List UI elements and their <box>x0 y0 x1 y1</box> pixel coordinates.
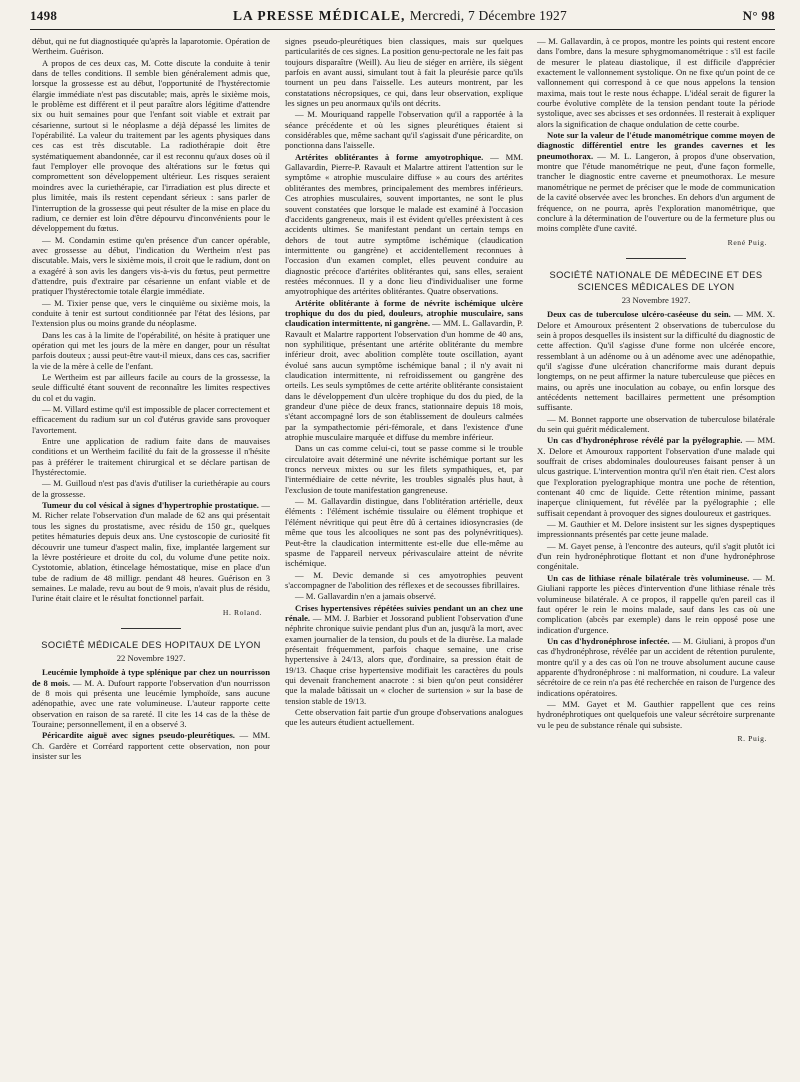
society-heading: SOCIÉTÉ NATIONALE DE MÉDECINE ET DES SCIENCES MÉDICALES DE LYON <box>549 269 763 292</box>
paragraph: — MM. Gayet et M. Gauthier rappellent que ces reins hydronéphrotiques ont quelquefois une valeur sécrétoire surprenante vu le peu de substance rénale qui subsiste. <box>537 698 775 730</box>
article-body: — MM. X. Delore et Amouroux rapportent l'observation d'une malade qui souffrait de crises abdominales douloureuses faisant penser à un ulcus gastrique. L'intervention montra qu'il n'en était rien. C'est alors que l'exploration pyelographique montra une poche de rétention, contenant 40 cmc de liquide. Cette rétention minime, passant inaperçue cliniquement, fut révélée par la pyélographie ; elle suffisait cependant à provoquer des signes douloureux et gastriques. <box>537 435 775 518</box>
paragraph: — M. Gallavardin n'en a jamais observé. <box>295 591 436 602</box>
column-1 <box>32 36 270 1076</box>
article <box>537 130 775 233</box>
article-title: Péricardite aiguë avec signes pseudo-pleurétiques. <box>42 730 235 741</box>
article-body: — MM. X. Delore et Amouroux présentent 2 observations de tuberculose du sein à propos desquelles ils insistent sur la difficulté du diagnostic de cette affection. Qu'il s'agisse d'une forme non ulcérée encore, ressemblant à un adénome ou à un adénome avec une adénopathie, qu'il s'agisse d'une ulcération chancriforme mais durant depuis longtemps, on ne peut affirmer la nature tuberculeuse que pièces en mains, ou après une inoculation au cobaye, ou enfin lorsque des antécédents nettement bacillaires permettent une présomption suffisante. <box>537 309 775 413</box>
article-body: — M. L. Langeron, à propos d'une observation, montre que l'étude manométrique ne peut, d'une façon formelle, trancher le diagnostic entre caverne et pneumothorax. Le mesure manométrique ne permet de préciser que le mode de communication de la cavité observée avec les bronches. En dehors d'un argument de fréquence, on ne pourra, après l'exploration manométrique, que conclure à la détermination de l'ouverture ou de la fermeture plus ou moins complète d'une cavité. <box>537 150 775 234</box>
article <box>537 573 775 635</box>
paragraph: — M. Gallavardin, à ce propos, montre les points qui restent encore dans l'ombre, dans la mesure sphygmomanométrique : s'il est facile de mesurer le plateau diastolique, il est difficile d'apprécier exactement le vallonnement systolique. On ne fixe qu'un point de ce vallonnement qui correspond à ce que nous appelons la tension maxima, mais tout le reste nous échappe. L'idéal serait de figurer la courbe évolutive complète de la tension pendant toute la période systolique, avec ses abcisses et ses ordonnées. Il resterait à expliquer alors la signification de chaque ondulation de cette courbe. <box>537 36 775 129</box>
article-body: — M. Giuliani, à propos d'un cas d'hydronéphrose, révélée par un accident de rétention purulente, montre qu'il y a des cas où l'on ne trouve absolument aucune cause apparente d'hydronéphrose : ni malformation, ni coudure. La valeur sécrétoire de ce rein n'a pas été recherchée en raison de l'urgence des indications opératoires. <box>537 635 775 698</box>
issue-date: Mercredi, 7 Décembre 1927 <box>409 8 567 23</box>
paragraph: — M. Mouriquand rappelle l'observation qu'il a rapportée à la séance précédente et où les signes pleurétiques étaient si considérables que, même sachant qu'il s'agissait d'une péricardite, on ponctionna dans l'aisselle. <box>285 109 523 151</box>
article-body: — M. Giuliani rapporte les pièces d'intervention d'une lithiase rénale très volumineuse bilatérale. A ce propos, il rappelle qu'en pareil cas il faut opérer le rein le moins malade, sauf dans les cas où une complication (abcès par exemple) dans le rein opposé pose une indication d'urgence. <box>537 572 775 635</box>
paragraph: — M. Gayet pense, à l'encontre des auteurs, qu'il s'agit plutôt ici d'un rein hydronéphrotique flottant et non d'une hydronéphrose congénitale. <box>537 540 775 572</box>
article-title: Leucémie lymphoïde à type splénique par chez un nourrisson de 8 mois. <box>32 667 270 688</box>
article-title: Artérite oblitérante à forme de névrite ischémique ulcère trophique du dos du pied, douleurs, atrophie musculaire, sans claudication intermittente, ni gangrène. <box>285 297 523 329</box>
article <box>285 152 523 297</box>
article <box>285 603 523 706</box>
article-title: Deux cas de tuberculose ulcéro-caséeuse du sein. <box>547 309 731 320</box>
article-body: — MM. L. Gallavardin, P. Ravault et Malartre rapportent l'observation d'un homme de 40 ans, non syphilitique, présentant une artérite oblitérante du membre inférieur droit, avec abolition complète toute oscillation, ayant évolué sans aucun symptôme ischémique banal ; il n'y avait ni claudication intermittente, ni refroidissement ou gangrène des orteils. Les seuls symptômes de cette artérite oblitérante consistaient dans le développement d'un ulcère trophique du dos du pied, de la grandeur d'une pièce de deux francs, stationnaire depuis 18 mois, s'étant accompagné lors de son établissement de douleurs calmées par la sympathectomie péri-fémorale, et dans l'existence d'une atrophie musculaire marquée et diffuse du membre inférieur. <box>285 318 523 443</box>
paragraph: Le Wertheim est par ailleurs facile au cours de la grossesse, la seule difficulté étant souvent de reconnaître les limites respectives du col et du vagin. <box>32 372 270 403</box>
journal-title <box>233 8 567 24</box>
society-date: 22 Novembre 1927. <box>116 652 186 663</box>
article <box>537 309 775 412</box>
separator <box>121 628 181 629</box>
paragraph: — M. Gauthier et M. Delore insistent sur les signes dyspeptiques impressionnants présentés par cette jeune malade. <box>537 519 775 540</box>
paragraph: Cette observation fait partie d'un groupe d'observations analogues que les auteurs étudient actuellement. <box>285 707 523 728</box>
signature: R. Puig. <box>737 733 767 743</box>
running-header <box>30 4 775 28</box>
article-title: Crises hypertensives répétées suivies pendant un an chez une rénale. <box>285 602 523 623</box>
society-heading: SOCIÉTÉ MÉDICALE DES HOPITAUX DE LYON <box>41 639 261 650</box>
separator <box>626 258 686 259</box>
signature: René Puig. <box>727 237 767 247</box>
header-rule <box>30 29 775 30</box>
article-body: — MM. Ch. Gardère et Corréard rapportent cette observation, non pour insister sur les <box>32 730 270 761</box>
article-title: Note sur la valeur de l'étude manométrique comme moyen de diagnostic différentiel entre les grandes cavernes et les pneumothorax. <box>537 130 775 161</box>
paragraph: — M. Guilloud n'est pas d'avis d'utiliser la curiethérapie au cours de la grossesse. <box>32 478 270 499</box>
article-title: Artérites oblitérantes à forme amyotrophique. <box>295 151 484 162</box>
article-body: — MM. Gallavardin, Pierre-P. Ravault et Malartre attirent l'attention sur le symptôme « atrophie musculaire diffuse » au cours des artérites oblitérantes des membres, principalement des membres inférieurs. Ces atrophies musculaires, souvent importantes, ne sont le plus souvent constatées que lorsque le malade est examiné à l'occasion d'accidents gangreneux, mais il est évident qu'elles préexistent à ces accidents ultimes. Se manifestant pendant un certain temps en dehors de tout autre symptôme ischémique (claudication intermittente ou gangrène) et accidentellement reconnues à l'occasion d'un examen complet, elles peuvent conduire au diagnostic précoce d'artérites oblitérantes qui, sans elles, seraient restées méconnues. Il y a donc lieu d'individualiser une forme amyotrophique des artérites oblitérantes. Quatre observations. <box>285 151 523 297</box>
journal-name: LA PRESSE MÉDICALE, <box>232 8 406 23</box>
article-title: Un cas de lithiase rénale bilatérale très volumineuse. <box>547 572 750 583</box>
column-3 <box>537 36 775 1076</box>
signature: H. Roland. <box>222 607 262 617</box>
article-body: — MM. J. Barbier et Jossorand publient l'observation d'une néphrite chronique suivie pendant plus d'un an, jusqu'à la mort, avec examen journalier de la tension, du pouls et de la diurèse. La malade présentait fréquemment, parfois chaque semaine, une crise hypertensive à 24/13, alors que, d'ordinaire, sa pression était de 19/13. Chaque crise hypertensive modifiait les caractères du pouls qui devenait franchement anacrote : si bien qu'on peut considérer que la malade bâtissait un « clocher de surtension » sur la base de tension stable de 19/13. <box>285 612 523 706</box>
society-date: 23 Novembre 1927. <box>621 294 691 305</box>
issue-number: N° 98 <box>742 8 775 23</box>
paragraph: Entre une application de radium faite dans de mauvaises conditions et un Wertheim facilité du fait de la grossesse il n'hésite pas à préférer le traitement chirurgical et se déclare partisan de l'hystérectomie. <box>32 436 270 478</box>
paragraph: — M. Tixier pense que, vers le cinquième ou sixième mois, la conduite à tenir est surtout conditionnée par l'état des lésions, par l'extension plus ou moins grande du néoplasme. <box>32 297 270 329</box>
paragraph: A propos de ces deux cas, M. Cotte discute la conduite à tenir dans de telles conditions. Il semble bien généralement admis que, lorsque la grossesse est au début, l'opportunité de l'hystérectomie élargie immédiate n'est pas discutable; mais, après le sixième mois, le problème est différent et il peut paraître alors légitime d'attendre six ou huit semaines pour que l'enfant soit viable et extrait par césarienne, surtout si le néoplasme a déjà dépassé les limites de l'opérabilité. La valeur du traitement par les agents physiques dans ces cas est très discutable. La radiothérapie doit être systématiquement abandonnée, car il est reconnu qu'aux doses où il faut l'employer elle provoque des altérations sur le fœtus qui compromettent son développement ultérieur. Les risques seraient moindres avec la curiethérapie, car l'irradiation est plus directe et plus limitée, mais ils restent cependant sérieux : sans parler de l'interruption de la grossesse qui peut résulter de la mise en place du radium, ce dernier est loin d'être dépourvu d'inconvénients pour le développement du fœtus. <box>32 57 270 234</box>
paragraph: — M. Villard estime qu'il est impossible de placer correctement et efficacement du radium sur un col d'utérus gravide sans provoquer l'avortement. <box>32 404 270 435</box>
article-body: — M. Richer relate l'observation d'un malade de 62 ans qui présentait tous les signes du prostatisme, avec résidu de 150 gr., quelques petites hématuries depuis deux ans. Une cystoscopie de curiosité fit découvrir une tumeur d'aspect malin, fixe, implantée largement sur la lèvre postérieure et droite du col, du volume d'une petite noix. Cystotomie, ablation, étincelage hémostatique, mise en place d'un tube de radium de 48 milligr. pendant 48 heures. Guérison en 3 semaines. Le malade, revu au bout de 9 mois, n'avait plus de résidu, l'urine était claire et le résultat fonctionnel parfait. <box>32 500 270 604</box>
paragraph: — M. Gallavardin distingue, dans l'oblitération artérielle, deux éléments : l'élément ischémie tissulaire ou élément trophique et l'élément névritique qui peut être dû à certaines idiosyncrasies (de même que tous les alcooliques ne sont pas des polynévritiques). Peut-être la claudication intermittente est-elle due elle-même au spasme de l'appareil nerveux périvasculaire atteint de névrite ischémique. <box>285 496 523 569</box>
column-2 <box>285 36 523 1076</box>
article-title: Tumeur du col vésical à signes d'hypertrophie prostatique. <box>42 500 259 511</box>
article <box>537 636 775 698</box>
paragraph: — M. Condamin estime qu'en présence d'un cancer opérable, avec grossesse au début, l'indication du Wertheim n'est pas discutable. Mais, vers le sixième mois, il croit que le radium, dont on a exagéré à son avis les dangers vis-à-vis du fœtus, peut permettre d'attendre, puis d'extraire par césarienne un enfant viable et de pratiquer l'hystérectomie totale élargie immédiate. <box>32 234 270 297</box>
paragraph: — M. Devic demande si ces amyotrophies peuvent s'accompagner de l'abolition des réflexes et de secousses fibrillaires. <box>285 569 523 590</box>
article <box>32 667 270 729</box>
article <box>537 435 775 518</box>
paragraph: début, qui ne fut diagnostiquée qu'après la laparotomie. Opération de Wertheim. Guérison. <box>32 36 270 57</box>
article-title: Un cas d'hydronéphrose infectée. <box>547 635 670 646</box>
article-body: — M. A. Dufourt rapporte l'observation d'un nourrisson de 8 mois qui présenta une leucémie lymphoïde, sans aucune adénopathie, avec une rate volumineuse. L'auteur rapporte cette observation en raison de sa rareté. Il cite les 14 cas de la thèse de Touraine; personnellement, il en a observé 3. <box>32 677 270 729</box>
article-title: Un cas d'hydronéphrose révélé par la pyélographie. <box>547 435 743 446</box>
article <box>285 298 523 443</box>
paragraph: Dans un cas comme celui-ci, tout se passe comme si le trouble circulatoire avait déterminé une névrite ischémique portant sur les troncs nerveux mixtes ou sur les filets sympathiques, et, par l'intermédiaire de cette névrite, les troubles signalés plus haut, à l'exclusion de toute manifestation gangreneuse. <box>285 443 523 495</box>
article <box>32 500 270 603</box>
article <box>32 730 270 761</box>
paragraph: — M. Bonnet rapporte une observation de tuberculose bilatérale du sein qui guérit médicalement. <box>537 413 775 434</box>
paragraph: signes pseudo-pleurétiques bien classiques, mais sur quelques particularités de ces signes. La position genu-pectorale ne les fait pas toujours disparaître (Weill). Au lieu de siéger en arrière, ils siègent parfois en avant aussi, simulant tout à fait la pleurésie parce qu'ils tournent un peu dans l'aisselle. Les auteurs montrent, par les constatations nécropsiques, ce qui, dans leur observation, explique les signes un peu anormaux qu'ils ont décrits. <box>285 36 523 109</box>
paragraph: Dans les cas à la limite de l'opérabilité, on hésite à pratiquer une opération qui met les jours de la mère en danger, pour un résultat parfois douteux ; aussi peut-être vaut-il mieux, dans ces cas, sacrifier la vie de la mère à celle de l'enfant. <box>32 329 270 371</box>
page-number: 1498 <box>30 8 58 23</box>
